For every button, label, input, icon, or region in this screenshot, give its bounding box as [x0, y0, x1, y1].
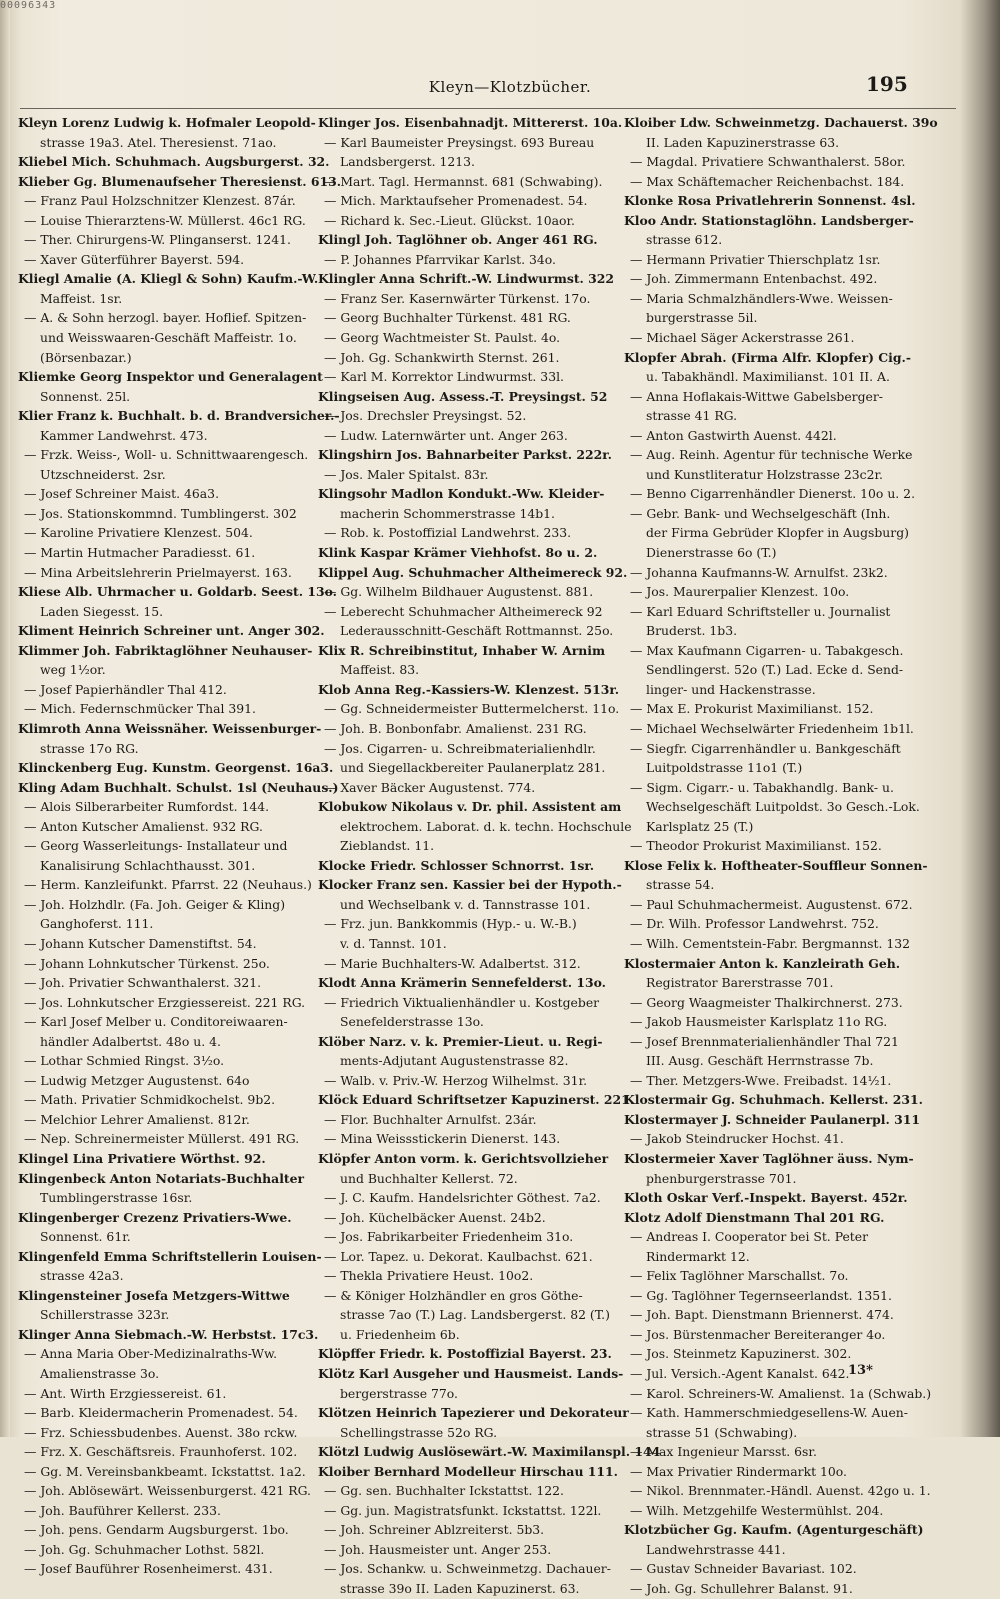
entry-subline: — Rob. k. Postoffizial Landwehrst. 233.	[324, 525, 572, 541]
entry-subline: — Joh. Gg. Schuhmacher Lothst. 582l.	[24, 1541, 265, 1557]
entry-subline: — Franz Paul Holzschnitzer Klenzest. 87ár.	[24, 193, 296, 209]
entry-subline: — Georg Waagmeister Thalkirchnerst. 273.	[630, 994, 903, 1010]
entry-subline: — Joh. Hausmeister unt. Anger 253.	[324, 1541, 552, 1557]
entry-subline: — Michael Säger Ackerstrasse 261.	[630, 330, 855, 346]
entry-continuation: elektrochem. Laborat. d. k. techn. Hochschule	[340, 818, 632, 834]
entry-heading: Klingshirn Jos. Bahnarbeiter Parkst. 222r.	[318, 447, 612, 463]
entry-subline: — Theodor Prokurist Maximilianst. 152.	[630, 838, 882, 854]
entry-subline: — Josef Schreiner Maist. 46a3.	[24, 486, 220, 502]
entry-heading: Klötz Karl Ausgeher und Hausmeist. Lands-	[318, 1366, 624, 1381]
entry-subline: — Martin Hutmacher Paradiesst. 61.	[24, 545, 256, 561]
entry-subline: — Gg. M. Vereinsbankbeamt. Ickstattst. 1a2.	[24, 1463, 306, 1479]
entry-subline: — Karoline Privatiere Klenzest. 504.	[24, 525, 253, 541]
entry-subline: — Joh. Bapt. Dienstmann Briennerst. 474.	[630, 1307, 894, 1323]
entry-heading: Klimmer Joh. Fabriktaglöhner Neuhauser-	[18, 642, 313, 658]
entry-subline: — Benno Cigarrenhändler Dienerst. 10o u. 2.	[630, 486, 916, 502]
entry-subline: — Joh. Bauführer Kellerst. 233.	[24, 1502, 221, 1518]
entry-subline: — Siegfr. Cigarrenhändler u. Bankgeschäft	[630, 740, 901, 756]
entry-continuation: Wechselgeschäft Luitpoldst. 3o Gesch.-Lok.	[646, 799, 920, 815]
entry-subline: — Joh. Zimmermann Entenbachst. 492.	[630, 271, 878, 287]
entry-continuation: u. Friedenheim 6b.	[340, 1326, 460, 1342]
entry-subline: — Maria Schmalzhändlers-Wwe. Weissen-	[630, 290, 893, 306]
entry-subline: — Jos. Stationskommnd. Tumblingerst. 302	[24, 505, 297, 521]
entry-heading: Kloiber Bernhard Modelleur Hirschau 111.	[318, 1463, 618, 1479]
entry-subline: — Joh. Schreiner Ablzreiterst. 5b3.	[324, 1522, 545, 1538]
entry-subline: — Georg Wachtmeister St. Paulst. 4o.	[324, 330, 561, 346]
entry-heading: Klobukow Nikolaus v. Dr. phil. Assistent am	[318, 799, 622, 815]
entry-subline: — Joh. Küchelbäcker Auenst. 24b2.	[324, 1209, 546, 1225]
entry-subline: — Gustav Schneider Bavariast. 102.	[630, 1561, 857, 1577]
entry-heading: Klink Kaspar Krämer Viehhofst. 8o u. 2.	[318, 545, 598, 561]
entry-heading: Klostermeier Xaver Taglöhner äuss. Nym-	[624, 1150, 914, 1166]
column-1	[18, 113, 342, 1577]
entry-continuation: ments-Adjutant Augustenstrasse 82.	[340, 1053, 569, 1069]
entry-subline: — Mich. Federnschmücker Thal 391.	[24, 701, 256, 717]
entry-heading: Klinger Anna Siebmach.-W. Herbstst. 17c3.	[18, 1326, 319, 1342]
entry-continuation: strasse 39o II. Laden Kapuzinerst. 63.	[340, 1581, 580, 1597]
signature-folio: 13*	[848, 1363, 873, 1378]
entry-continuation: händler Adalbertst. 48o u. 4.	[40, 1033, 221, 1049]
entry-subline: — Johanna Kaufmanns-W. Arnulfst. 23k2.	[630, 564, 888, 580]
entry-heading: Kloiber Ldw. Schweinmetzg. Dachauerst. 39o	[624, 115, 938, 130]
entry-subline: — Ludw. Laternwärter unt. Anger 263.	[324, 427, 568, 443]
entry-heading: Klingenbeck Anton Notariats-Buchhalter	[18, 1170, 305, 1186]
entry-subline: — Georg Buchhalter Türkenst. 481 RG.	[324, 310, 571, 326]
entry-subline: — Gg. sen. Buchhalter Ickstattst. 122.	[324, 1483, 564, 1499]
entry-continuation: phenburgerstrasse 701.	[646, 1170, 797, 1186]
entry-continuation: Laden Siegesst. 15.	[40, 603, 164, 619]
entry-continuation: III. Ausg. Geschäft Herrnstrasse 7b.	[646, 1053, 874, 1069]
entry-continuation: v. d. Tannst. 101.	[340, 935, 447, 951]
entry-subline: — Max Ingenieur Marsst. 6sr.	[630, 1444, 817, 1460]
entry-subline: — Jos. Drechsler Preysingst. 52.	[324, 408, 527, 424]
entry-continuation: Sonnenst. 25l.	[40, 388, 131, 404]
entry-continuation: strasse 17o RG.	[40, 740, 139, 756]
entry-subline: — Thekla Privatiere Heust. 10o2.	[324, 1268, 534, 1284]
entry-heading: Kloo Andr. Stationstaglöhn. Landsberger-	[624, 212, 914, 228]
entry-continuation: strasse 54.	[646, 877, 715, 893]
entry-subline: — Mina Arbeitslehrerin Prielmayerst. 163.	[24, 564, 292, 580]
entry-subline: — Anton Kutscher Amalienst. 932 RG.	[24, 818, 263, 834]
entry-continuation: u. Tabakhändl. Maximilianst. 101 II. A.	[646, 369, 890, 385]
entry-heading: Klötzl Ludwig Auslösewärt.-W. Maximilanspl. 144	[318, 1444, 661, 1460]
entry-subline: — Joh. pens. Gendarm Augsburgerst. 1bo.	[24, 1522, 289, 1538]
entry-heading: Klötzen Heinrich Tapezierer und Dekorateur	[318, 1405, 629, 1421]
entry-continuation: strasse 19a3. Atel. Theresienst. 71ao.	[40, 134, 277, 150]
entry-heading: Klöpffer Friedr. k. Postoffizial Bayerst. 23.	[318, 1346, 612, 1362]
entry-continuation: strasse 41 RG.	[646, 408, 738, 424]
entry-subline: — Ludwig Metzger Augustenst. 64o	[24, 1072, 250, 1088]
entry-heading: Klostermayer J. Schneider Paulanerpl. 311	[624, 1111, 920, 1127]
entry-heading: Kliemke Georg Inspektor und Generalagent	[18, 369, 323, 385]
entry-subline: — Johann Kutscher Damenstiftst. 54.	[24, 935, 257, 951]
entry-subline: — Lor. Tapez. u. Dekorat. Kaulbachst. 621.	[324, 1248, 593, 1264]
entry-subline: — Joh. Gg. Schullehrer Balanst. 91.	[630, 1581, 853, 1597]
entry-subline: — Lothar Schmied Ringst. 3½o.	[24, 1053, 225, 1069]
entry-continuation: Maffeist. 83.	[340, 662, 420, 678]
entry-heading: Klostermaier Anton k. Kanzleirath Geh.	[624, 955, 901, 971]
entry-subline: — Franz Ser. Kasernwärter Türkenst. 17o.	[324, 290, 591, 306]
entry-continuation: Utzschneiderst. 2sr.	[40, 466, 166, 482]
entry-continuation: und Wechselbank v. d. Tannstrasse 101.	[340, 896, 591, 912]
entry-continuation: Amalienstrasse 3o.	[40, 1366, 160, 1381]
entry-heading: Klippel Aug. Schuhmacher Altheimereck 92.	[318, 564, 628, 580]
entry-subline: — Jakob Hausmeister Karlsplatz 11o RG.	[630, 1014, 888, 1030]
entry-continuation: Sonnenst. 61r.	[40, 1229, 131, 1245]
entry-heading: Klob Anna Reg.-Kassiers-W. Klenzest. 513r.	[318, 681, 620, 697]
entry-subline: — Ther. Metzgers-Wwe. Freibadst. 14½1.	[630, 1072, 892, 1088]
entry-subline: — Melchior Lehrer Amalienst. 812r.	[24, 1111, 250, 1127]
entry-heading: Klotzbücher Gg. Kaufm. (Agenturgeschäft)	[624, 1522, 924, 1538]
entry-subline: — Gebr. Bank- und Wechselgeschäft (Inh.	[630, 505, 891, 521]
entry-continuation: Registrator Barerstrasse 701.	[646, 975, 834, 991]
entry-continuation: Landsbergerst. 1213.	[340, 154, 475, 170]
entry-continuation: bergerstrasse 77o.	[340, 1385, 458, 1401]
entry-subline: — Frzk. Weiss-, Woll- u. Schnittwaarengesch.	[24, 447, 309, 463]
entry-subline: — Hermann Privatier Thierschplatz 1sr.	[630, 251, 881, 267]
entry-heading: Klingenberger Crezenz Privatiers-Wwe.	[18, 1209, 292, 1225]
page-binding-edge	[0, 0, 10, 1437]
entry-heading: Klingenfeld Emma Schriftstellerin Louisen-	[18, 1248, 322, 1264]
entry-heading: Kleyn Lorenz Ludwig k. Hofmaler Leopold-	[18, 115, 316, 130]
entry-heading: Klotz Adolf Dienstmann Thal 201 RG.	[624, 1209, 885, 1225]
entry-subline: — Joh. Gg. Schankwirth Sternst. 261.	[324, 349, 560, 365]
entry-subline: — Josef Bauführer Rosenheimerst. 431.	[24, 1561, 273, 1577]
entry-continuation: und Siegellackbereiter Paulanerplatz 281.	[340, 760, 606, 776]
entry-subline: — Andreas I. Cooperator bei St. Peter	[630, 1229, 869, 1245]
entry-subline: — Sigm. Cigarr.- u. Tabakhandlg. Bank- u.	[630, 779, 894, 795]
entry-subline: — Karl Josef Melber u. Conditoreiwaaren-	[24, 1014, 288, 1030]
entry-continuation: Lederausschnitt-Geschäft Rottmannst. 25o.	[340, 623, 614, 639]
entry-subline: — Leberecht Schuhmacher Altheimereck 92	[324, 603, 603, 619]
entry-heading: Klix R. Schreibinstitut, Inhaber W. Arnim	[318, 642, 606, 658]
entry-subline: — Karol. Schreiners-W. Amalienst. 1a (Schwab.)	[630, 1385, 932, 1401]
entry-subline: — & Königer Holzhändler en gros Göthe-	[324, 1287, 583, 1303]
entry-subline: — Math. Privatier Schmidkochelst. 9b2.	[24, 1092, 276, 1108]
entry-subline: — Max Schäftemacher Reichenbachst. 184.	[630, 173, 905, 189]
header-rule	[20, 108, 956, 109]
entry-subline: — Mart. Tagl. Hermannst. 681 (Schwabing).	[324, 173, 603, 189]
entry-subline: — Karl Baumeister Preysingst. 693 Bureau	[324, 134, 595, 150]
entry-continuation: strasse 7ao (T.) Lag. Landsbergerst. 82 (T.)	[340, 1307, 610, 1323]
entry-subline: — Max E. Prokurist Maximilianst. 152.	[630, 701, 874, 717]
entry-subline: — Anton Gastwirth Auenst. 442l.	[630, 427, 837, 443]
entry-subline: — Felix Taglöhner Marschallst. 7o.	[630, 1268, 849, 1284]
entry-heading: Klocke Friedr. Schlosser Schnorrst. 1sr.	[318, 857, 595, 873]
entry-heading: Klose Felix k. Hoftheater-Souffleur Sonnen-	[624, 857, 928, 873]
entry-subline: — Jos. Steinmetz Kapuzinerst. 302.	[630, 1346, 852, 1362]
entry-subline: — Mich. Marktaufseher Promenadest. 54.	[324, 193, 588, 209]
entry-heading: Klingl Joh. Taglöhner ob. Anger 461 RG.	[318, 232, 598, 248]
entry-heading: Klopfer Abrah. (Firma Alfr. Klopfer) Cig.-	[624, 349, 911, 365]
entry-subline: — Magdal. Privatiere Schwanthalerst. 58or.	[630, 154, 906, 170]
entry-heading: Kloth Oskar Verf.-Inspekt. Bayerst. 452r.	[624, 1190, 908, 1206]
entry-heading: Klocker Franz sen. Kassier bei der Hypoth.-	[318, 877, 622, 893]
entry-heading: Kliebel Mich. Schuhmach. Augsburgerst. 32.	[18, 154, 330, 170]
entry-subline: — Joh. Privatier Schwanthalerst. 321.	[24, 975, 262, 991]
column-2	[318, 113, 661, 1597]
entry-continuation: und Buchhalter Kellerst. 72.	[340, 1170, 518, 1186]
entry-subline: — Karl M. Korrektor Lindwurmst. 33l.	[324, 369, 564, 385]
entry-continuation: macherin Schommerstrasse 14b1.	[340, 505, 555, 521]
entry-continuation: II. Laden Kapuzinerstrasse 63.	[646, 134, 840, 150]
entry-heading: Klöpfer Anton vorm. k. Gerichtsvollzieher	[318, 1150, 609, 1166]
entry-heading: Klingseisen Aug. Assess.-T. Preysingst. 52	[318, 388, 608, 404]
entry-continuation: (Börsenbazar.)	[40, 349, 132, 365]
entry-subline: — Aug. Reinh. Agentur für technische Werke	[630, 447, 913, 463]
entry-subline: — Anna Maria Ober-Medizinalraths-Ww.	[24, 1346, 278, 1362]
entry-heading: Klingensteiner Josefa Metzgers-Wittwe	[18, 1287, 290, 1303]
entry-continuation: und Kunstliteratur Holzstrasse 23c2r.	[646, 466, 883, 482]
entry-subline: — Frz. Schiessbudenbes. Auenst. 38o rckw.	[24, 1424, 298, 1440]
entry-heading: Klostermair Gg. Schuhmach. Kellerst. 231.	[624, 1092, 923, 1108]
entry-continuation: Rindermarkt 12.	[646, 1248, 750, 1264]
entry-continuation: Luitpoldstrasse 11o1 (T.)	[646, 760, 803, 776]
entry-subline: — Xaver Bäcker Augustenst. 774.	[324, 779, 536, 795]
entry-subline: — Dr. Wilh. Professor Landwehrst. 752.	[630, 916, 879, 932]
entry-continuation: strasse 42a3.	[40, 1268, 124, 1284]
entry-continuation: Dienerstrasse 6o (T.)	[646, 545, 777, 561]
entry-subline: — Marie Buchhalters-W. Adalbertst. 312.	[324, 955, 581, 971]
entry-heading: Klieber Gg. Blumenaufseher Theresienst. 613.	[18, 173, 342, 189]
entry-continuation: Kanalisirung Schlachthausst. 301.	[40, 857, 256, 873]
entry-subline: — Louise Thierarztens-W. Müllerst. 46c1 RG.	[24, 212, 306, 228]
entry-heading: Klingel Lina Privatiere Wörthst. 92.	[18, 1150, 266, 1166]
entry-heading: Klöck Eduard Schriftsetzer Kapuzinerst. 221.	[318, 1092, 635, 1108]
entry-subline: — Georg Wasserleitungs- Installateur und	[24, 838, 288, 854]
entry-subline: — Jos. Lohnkutscher Erzgiessereist. 221 RG.	[24, 994, 306, 1010]
entry-subline: — Jos. Cigarren- u. Schreibmaterialienhdlr.	[324, 740, 596, 756]
scan-id-mark: 00096343	[0, 0, 57, 11]
running-title: Kleyn—Klotzbücher.	[428, 78, 592, 96]
entry-subline: — Mina Weissstickerin Dienerst. 143.	[324, 1131, 561, 1147]
column-3	[624, 113, 938, 1597]
entry-subline: — Gg. Taglöhner Tegernseerlandst. 1351.	[630, 1287, 892, 1303]
entry-heading: Klonke Rosa Privatlehrerin Sonnenst. 4sl.	[624, 193, 916, 209]
entry-heading: Kliment Heinrich Schreiner unt. Anger 302.	[18, 623, 325, 639]
entry-subline: — Frz. jun. Bankkommis (Hyp.- u. W.-B.)	[324, 916, 577, 932]
entry-subline: — Max Kaufmann Cigarren- u. Tabakgesch.	[630, 642, 904, 658]
entry-subline: — Friedrich Viktualienhändler u. Kostgeber	[324, 994, 600, 1010]
entry-subline: — Nep. Schreinermeister Müllerst. 491 RG.	[24, 1131, 300, 1147]
entry-continuation: Bruderst. 1b3.	[646, 623, 738, 639]
entry-subline: — Anna Hoflakais-Wittwe Gabelsberger-	[630, 388, 883, 404]
entry-subline: — Gg. Schneidermeister Buttermelcherst. 11o.	[324, 701, 620, 717]
entry-continuation: Kammer Landwehrst. 473.	[40, 427, 208, 443]
entry-continuation: strasse 612.	[646, 232, 723, 248]
entry-subline: — Josef Papierhändler Thal 412.	[24, 681, 227, 697]
entry-subline: — Kath. Hammerschmiedgesellens-W. Auen-	[630, 1405, 908, 1421]
entry-continuation: Schillerstrasse 323r.	[40, 1307, 170, 1323]
entry-subline: — Wilh. Metzgehilfe Westermühlst. 204.	[630, 1502, 884, 1518]
entry-continuation: der Firma Gebrüder Klopfer in Augsburg)	[646, 525, 909, 541]
entry-subline: — Jos. Fabrikarbeiter Friedenheim 31o.	[324, 1229, 574, 1245]
entry-subline: — Jakob Steindrucker Hochst. 41.	[630, 1131, 844, 1147]
entry-subline: — Richard k. Sec.-Lieut. Glückst. 10aor.	[324, 212, 575, 228]
entry-subline: — Wilh. Cementstein-Fabr. Bergmannst. 132	[630, 935, 911, 951]
entry-heading: Kliegl Amalie (A. Kliegl & Sohn) Kaufm.-W.	[18, 271, 319, 287]
entry-subline: — Paul Schuhmachermeist. Augustenst. 672.	[630, 896, 913, 912]
entry-subline: — Jos. Maurerpalier Klenzest. 10o.	[630, 584, 850, 600]
entry-continuation: Landwehrstrasse 441.	[646, 1541, 786, 1557]
entry-continuation: und Weisswaaren-Geschäft Maffeistr. 1o.	[40, 330, 297, 346]
entry-heading: Klodt Anna Krämerin Sennefelderst. 13o.	[318, 975, 606, 991]
entry-continuation: strasse 51 (Schwabing).	[646, 1424, 798, 1440]
entry-continuation: Karlsplatz 25 (T.)	[646, 818, 754, 834]
entry-subline: — Alois Silberarbeiter Rumfordst. 144.	[24, 799, 270, 815]
entry-subline: — Josef Brennmaterialienhändler Thal 721	[630, 1033, 899, 1049]
entry-continuation: Schellingstrasse 52o RG.	[340, 1424, 498, 1440]
entry-heading: Klingler Anna Schrift.-W. Lindwurmst. 322	[318, 271, 615, 287]
entry-continuation: Senefelderstrasse 13o.	[340, 1014, 484, 1030]
entry-heading: Kling Adam Buchhalt. Schulst. 1sl (Neuhaus.)	[18, 779, 339, 795]
entry-heading: Kliese Alb. Uhrmacher u. Goldarb. Seest. 13o.	[18, 584, 337, 600]
entry-subline: — Gg. jun. Magistratsfunkt. Ickstattst. 122l.	[324, 1502, 602, 1518]
entry-continuation: Tumblingerstrasse 16sr.	[40, 1190, 193, 1206]
entry-subline: — J. C. Kaufm. Handelsrichter Göthest. 7a2.	[324, 1190, 601, 1206]
entry-subline: — Xaver Güterführer Bayerst. 594.	[24, 251, 245, 267]
entry-heading: Klinckenberg Eug. Kunstm. Georgenst. 16a3.	[18, 760, 334, 776]
entry-subline: — Frz. X. Geschäftsreis. Fraunhoferst. 102.	[24, 1444, 298, 1460]
entry-heading: Klimroth Anna Weissnäher. Weissenburger-	[18, 720, 322, 736]
entry-heading: Klinger Jos. Eisenbahnadjt. Mittererst. 10a.	[318, 115, 623, 130]
entry-subline: — Nikol. Brennmater.-Händl. Auenst. 42go u. 1.	[630, 1483, 931, 1499]
entry-heading: Klöber Narz. v. k. Premier-Lieut. u. Regi-	[318, 1033, 603, 1049]
entry-subline: — Jul. Versich.-Agent Kanalst. 642.	[630, 1366, 850, 1381]
page-number: 195	[866, 72, 908, 96]
entry-subline: — Ant. Wirth Erzgiessereist. 61.	[24, 1385, 227, 1401]
entry-subline: — A. & Sohn herzogl. bayer. Hoflief. Spitzen-	[24, 310, 307, 326]
entry-subline: — Max Privatier Rindermarkt 10o.	[630, 1463, 847, 1479]
entry-subline: — Jos. Maler Spitalst. 83r.	[324, 466, 489, 482]
page-header	[0, 72, 1000, 104]
entry-subline: — Jos. Bürstenmacher Bereiteranger 4o.	[630, 1326, 886, 1342]
entry-continuation: Ganghoferst. 111.	[40, 916, 154, 932]
entry-subline: — Walb. v. Priv.-W. Herzog Wilhelmst. 31r.	[324, 1072, 588, 1088]
entry-heading: Klingsohr Madlon Kondukt.-Ww. Kleider-	[318, 486, 605, 502]
entry-subline: — Barb. Kleidermacherin Promenadest. 54.	[24, 1405, 298, 1421]
entry-subline: — Joh. Holzhdlr. (Fa. Joh. Geiger & Kling)	[24, 896, 286, 912]
entry-continuation: Sendlingerst. 52o (T.) Lad. Ecke d. Send-	[646, 662, 904, 678]
entry-subline: — Ther. Chirurgens-W. Plinganserst. 1241.	[24, 232, 291, 248]
entry-subline: — Joh. Ablösewärt. Weissenburgerst. 421 RG.	[24, 1483, 311, 1499]
entry-heading: Klier Franz k. Buchhalt. b. d. Brandversicher.-	[18, 408, 340, 424]
entry-continuation: burgerstrasse 5il.	[646, 310, 758, 326]
entry-subline: — Johann Lohnkutscher Türkenst. 25o.	[24, 955, 270, 971]
entry-continuation: weg 1½or.	[40, 662, 106, 678]
entry-continuation: Zieblandst. 11.	[340, 838, 435, 854]
entry-subline: — Gg. Wilhelm Bildhauer Augustenst. 881.	[324, 584, 594, 600]
entry-subline: — Herm. Kanzleifunkt. Pfarrst. 22 (Neuhaus.)	[24, 877, 312, 893]
entry-subline: — Jos. Schankw. u. Schweinmetzg. Dachauer-	[324, 1561, 611, 1577]
entry-subline: — P. Johannes Pfarrvikar Karlst. 34o.	[324, 251, 556, 267]
entry-continuation: Maffeist. 1sr.	[40, 290, 123, 306]
entry-continuation: linger- und Hackenstrasse.	[646, 681, 816, 697]
entry-subline: — Flor. Buchhalter Arnulfst. 23ár.	[324, 1111, 537, 1127]
entry-subline: — Michael Wechselwärter Friedenheim 1b1l.	[630, 720, 914, 736]
entry-subline: — Joh. B. Bonbonfabr. Amalienst. 231 RG.	[324, 720, 587, 736]
entry-subline: — Karl Eduard Schriftsteller u. Journalist	[630, 603, 891, 619]
